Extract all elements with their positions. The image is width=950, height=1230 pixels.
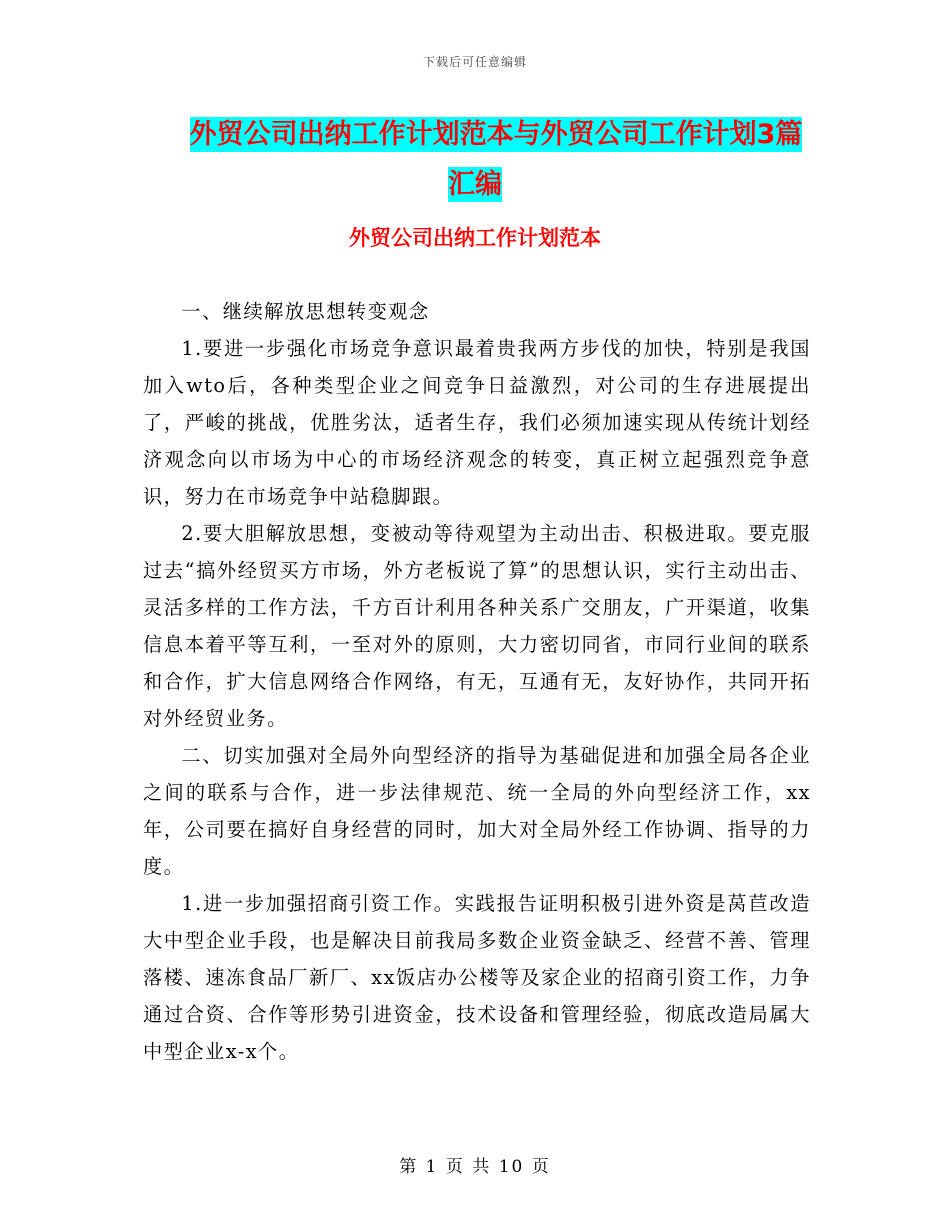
title-line-1: 外贸公司出纳工作计划范本与外贸公司工作计划3篇 bbox=[189, 119, 803, 150]
paragraph: 2.要大胆解放思想，变被动等待观望为主动出击、积极进取。要克服过去“搞外经贸买方市场，外方老板说了算”的思想认识，实行主动出击、灵活多样的工作方法，千方百计利用各种关系广交朋友，广开渠道，收集信息本着平等互利，一至对外的原则，大力密切同省，市同行业间的联系和合作，扩大信息网络合作网络，有无，互通有无，友好协作，共同开拓对外经贸业务。 bbox=[143, 522, 811, 730]
section-title: 外贸公司出纳工作计划范本 bbox=[349, 226, 601, 250]
paragraph: 1.要进一步强化市场竞争意识最着贵我两方步伐的加快，特别是我国加入wto后，各种类型企业之间竞争日益激烈，对公司的生存进展提出了，严峻的挑战，优胜劣汰，适者生存，我们必须加速实现从传统计划经济观念向以市场为中心的市场经济观念的转变，真正树立起强烈竞争意识，努力在市场竞争中站稳脚跟。 bbox=[143, 337, 811, 508]
header-note: 下载后可任意编辑 bbox=[422, 55, 527, 69]
document-title bbox=[0, 110, 950, 210]
page-footer: 第 1 页 共 10 页 bbox=[399, 1157, 551, 1177]
paragraph-heading-1: 一、继续解放思想转变观念 bbox=[181, 300, 430, 323]
title-line-2: 汇编 bbox=[448, 169, 502, 200]
paragraph: 二、切实加强对全局外向型经济的指导为基础促进和加强全局各企业之间的联系与合作，进一步法律规范、统一全局的外向型经济工作，xx年，公司要在搞好自身经营的同时，加大对全局外经工作协调、指导的力度。 bbox=[143, 744, 811, 878]
paragraph: 1.进一步加强招商引资工作。实践报告证明积极引进外资是莴苣改造大中型企业手段，也是解决目前我局多数企业资金缺乏、经营不善、管理落楼、速冻食品厂新厂、xx饭店办公楼等及家企业的招商引资工作，力争通过合资、合作等形势引进资金，技术设备和管理经验，彻底改造局属大中型企业x-x个。 bbox=[143, 892, 811, 1063]
document-body bbox=[143, 293, 811, 1070]
